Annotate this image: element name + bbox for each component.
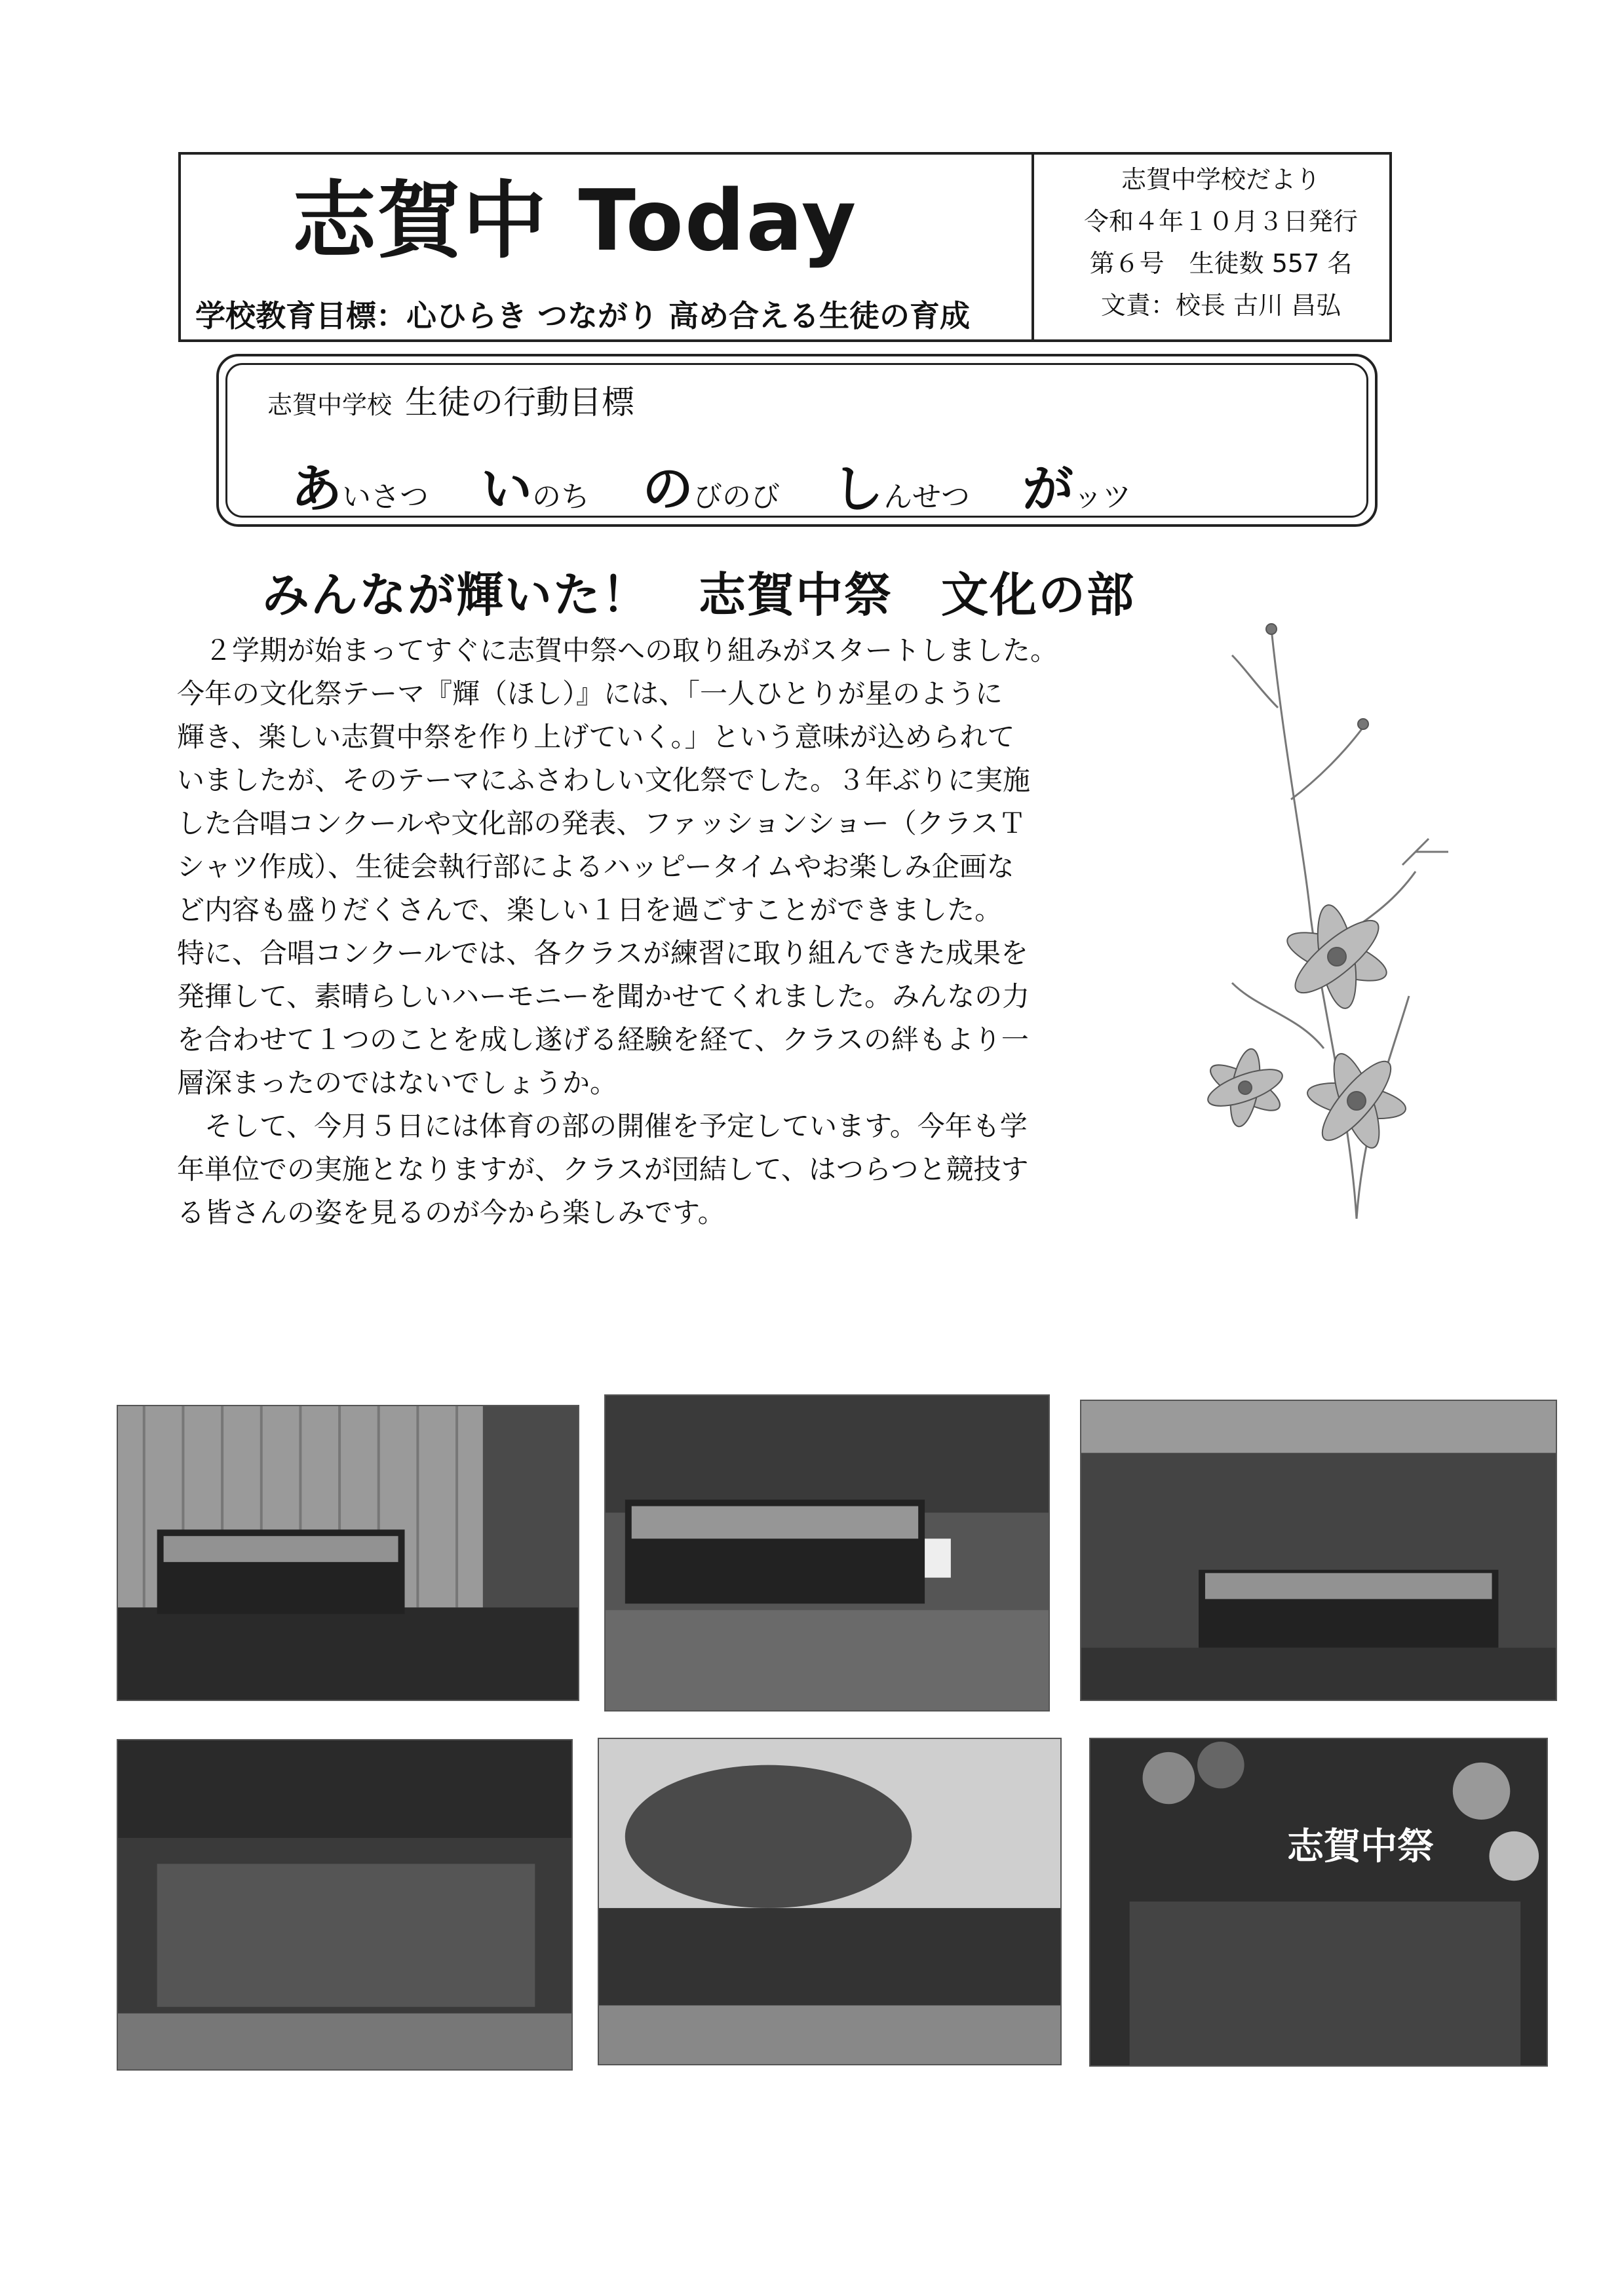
issue-info-line: 第６号 生徒数 557 名 (1089, 249, 1353, 278)
festival-banner-text: 志賀中祭 (1287, 1826, 1434, 1868)
goal-label (267, 376, 634, 423)
article-line: した合唱コンクールや文化部の発表、ファッションショー（クラスＴ (177, 807, 1026, 839)
article-line: を合わせて１つのことを成し遂げる経験を経て、クラスの絆もより一 (177, 1024, 1029, 1056)
article-body (177, 629, 1121, 1234)
article-line: る皆さんの姿を見るのが今から楽しみです。 (177, 1196, 725, 1229)
issue-info-line: 志賀中学校だより (1121, 165, 1321, 194)
goal-school-name: 志賀中学校 (267, 391, 393, 419)
goal-word: がッツ (1022, 460, 1132, 519)
goal-word: のびのび (642, 460, 781, 519)
photo-chorus-stage-2 (604, 1394, 1050, 1712)
article-line: 年単位での実施となりますが、クラスが団結して、はつらつと競技す (177, 1153, 1029, 1185)
article-line: シャツ作成）、生徒会執行部によるハッピータイムやお楽しみ企画な (177, 851, 1014, 883)
article-line: ど内容も盛りだくさんで、楽しい１日を過ごすことができました。 (177, 894, 1003, 926)
masthead (178, 152, 1392, 342)
photo-festival-banner-group (1089, 1738, 1548, 2067)
issue-info (1067, 159, 1375, 326)
newsletter-title: 志賀中 Today (292, 172, 858, 270)
behavior-goal-box (216, 354, 1378, 527)
photo-chorus-stage-1 (117, 1405, 579, 1701)
masthead-divider (1032, 155, 1034, 339)
article-line: 輝き、楽しい志賀中祭を作り上げていく。」という意味が込められて (177, 721, 1015, 753)
goal-words (291, 448, 1174, 522)
goal-title: 生徒の行動目標 (405, 383, 635, 421)
article-line: いましたが、そのテーマにふさわしい文化祭でした。３年ぶりに実施 (177, 764, 1031, 796)
photo-group-under-tree (598, 1738, 1062, 2065)
photo-fashion-show (117, 1739, 573, 2071)
article-line: 層深まったのではないでしょうか。 (177, 1067, 618, 1099)
photo-chorus-stage-3 (1080, 1400, 1557, 1701)
issue-info-line: 令和４年１０月３日発行 (1083, 207, 1358, 236)
issue-info-line: 文責：校長 古川 昌弘 (1100, 291, 1341, 320)
article-line: 今年の文化祭テーマ『輝（ほし）』には、「一人ひとりが星のように (177, 678, 1003, 710)
article-headline: みんなが輝いた！ 志賀中祭 文化の部 (262, 567, 1136, 622)
cosmos-flower-illustration (1193, 590, 1468, 1245)
goal-word: いのち (481, 460, 590, 519)
goal-word: あいさつ (291, 460, 429, 519)
article-line: そして、今月５日には体育の部の開催を予定しています。今年も学 (177, 1110, 1028, 1142)
article-line: 発揮して、素晴らしいハーモニーを聞かせてくれました。みんなの力 (177, 980, 1030, 1012)
article-line: ２学期が始まってすぐに志賀中祭への取り組みがスタートしました。 (177, 634, 1058, 666)
goal-word: しんせつ (832, 460, 971, 519)
article-line: 特に、合唱コンクールでは、各クラスが練習に取り組んできた成果を (177, 937, 1029, 969)
school-motto: 学校教育目標：心ひらき つながり 高め合える生徒の育成 (195, 298, 971, 334)
